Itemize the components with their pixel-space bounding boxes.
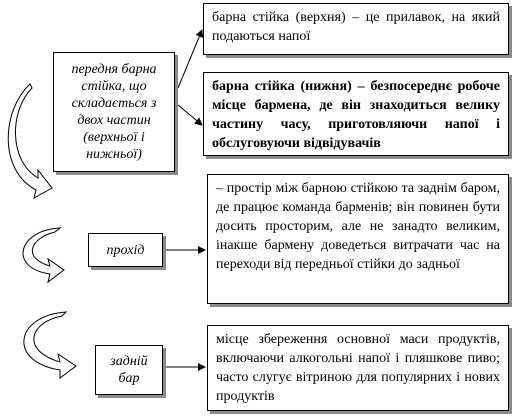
connector-arrow (178, 30, 202, 88)
curved-arrow-icon (24, 312, 76, 378)
term-label: прохід (106, 242, 145, 258)
description-box-back-bar (207, 325, 509, 411)
description-box-passage (207, 174, 509, 304)
curved-arrow-icon (23, 228, 64, 282)
description-text: місце збереження основної маси продуктів, включаючи алкогольні напої і пляшкове пиво; часто слугує вітриною для популярних і нових продуктів (216, 332, 500, 404)
term-label: передня барна стійка, що складається з двох частин (верхньої і нижньої) (71, 62, 157, 162)
curved-arrow-icon (8, 84, 52, 198)
term-box-front-bar (53, 52, 175, 172)
term-box-passage (88, 233, 163, 267)
description-box-lower-bar (203, 72, 509, 156)
description-text: барна стійка (верхня) – це прилавок, на який подаються напої (212, 10, 500, 44)
term-label: задній бар (110, 354, 148, 386)
connector-arrow (178, 105, 202, 125)
description-box-upper-bar (203, 3, 509, 55)
description-text: – простір між барною стійкою та заднім баром, де працює команда барменів; він повинен бути досить просторим, але не занадто великим, інакше бармену доведеться витрачати час на переходи від передньої стійки до задньої (216, 181, 500, 272)
description-text: барна стійка (нижня) – безпосереднє робоче місце бармена, де він знаходиться велику частину часу, приготовляючи напої і обслуговуючи відвідувачів (212, 79, 500, 151)
term-box-back-bar (95, 345, 163, 395)
